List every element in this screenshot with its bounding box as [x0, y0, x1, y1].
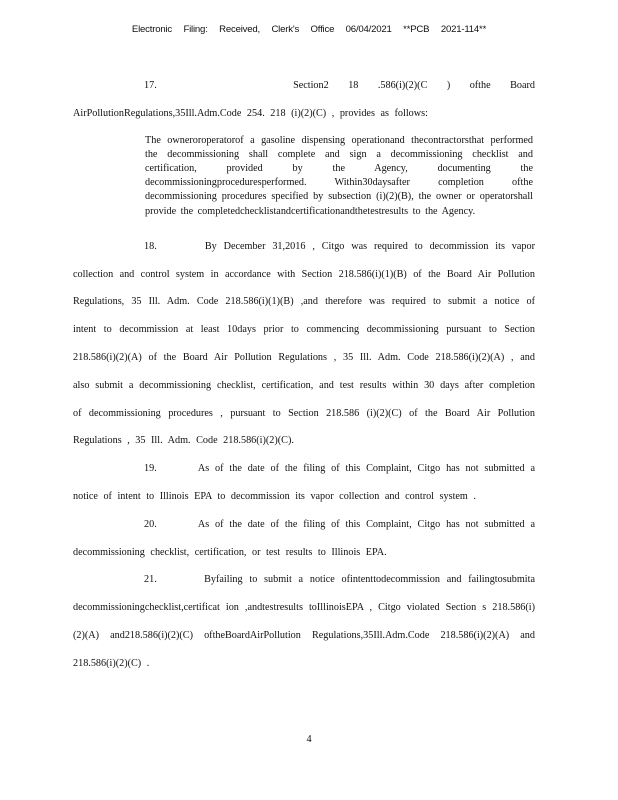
paragraph-number: 18. — [144, 240, 157, 252]
paragraph-text: As of the date of the filing of this Complaint, Citgo has not submitted a decommissioning checklist, certification, or test results to Illinois EPA. — [73, 518, 535, 558]
paragraph-text: Section2 18 .586(i)(2)(C ) ofthe Board AirPollutionRegulations,35Ill.Adm.Code 254. 218 (i)(2)(C) , provides as follows: — [73, 80, 536, 119]
paragraph-text: Byfailing to submit a notice ofintenttodecommission and failingtosubmita decommissioningchecklist,certificat ion ,andtestresults toIllinoisEPA , Citgo violated Section s 218.586(i)(2)(A) and218.586(i)(2)(C) oftheBoardAirPollution Regulations,35Ill.Adm.Code 218.586(i)(2)(A) and 218.586(i)(2)(C) . — [73, 574, 535, 669]
block-quote: The owneroroperatorof a gasoline dispensing operationand thecontractorsthat performed the decommissioning shall complete and sign a decommissioning checklist and certification, provided by the Agency, documenting the decommissioningproceduresperformed. Within30daysafter completion ofthe decommissioning procedures specified by subsection (i)(2)(B), the owner or operatorshall provide the completedchecklistandcertificationandthetestresults to the Agency. — [145, 134, 533, 217]
paragraph-number: 20. — [144, 518, 157, 530]
paragraph-19 — [73, 455, 535, 511]
paragraph-number: 19. — [144, 463, 157, 475]
paragraph-number: 21. — [144, 574, 157, 586]
paragraph-21 — [73, 566, 535, 677]
document-body — [73, 72, 535, 678]
paragraph-number: 17. — [144, 80, 157, 91]
paragraph-text: By December 31,2016 , Citgo was required to decommission its vapor collection and control system in accordance with Section 218.586(i)(1)(B) of the Board Air Pollution Regulations, 35 Ill. Adm. Code 218.586(i)(1)(B) ,and therefore was required to submit a notice of intent to decommission at least 10days prior to commencing decommissioning pursuant to Section 218.586(i)(2)(A) of the Board Air Pollution Regulations , 35 Ill. Adm. Code 218.586(i)(2)(A) , and also submit a decommissioning checklist, certification, and test results within 30 days after completion of decommissioning procedures , pursuant to Section 218.586 (i)(2)(C) of the Board Air Pollution Regulations , 35 Ill. Adm. Code 218.586(i)(2)(C). — [73, 240, 535, 447]
page-number: 4 — [306, 734, 312, 745]
paragraph-17 — [73, 72, 535, 128]
filing-header: Electronic Filing: Received, Clerk's Office 06/04/2021 **PCB 2021-114** — [131, 24, 487, 35]
paragraph-18 — [73, 233, 535, 455]
paragraph-text: As of the date of the filing of this Complaint, Citgo has not submitted a notice of intent to Illinois EPA to decommission its vapor collection and control system . — [73, 463, 535, 502]
paragraph-20 — [73, 511, 535, 567]
